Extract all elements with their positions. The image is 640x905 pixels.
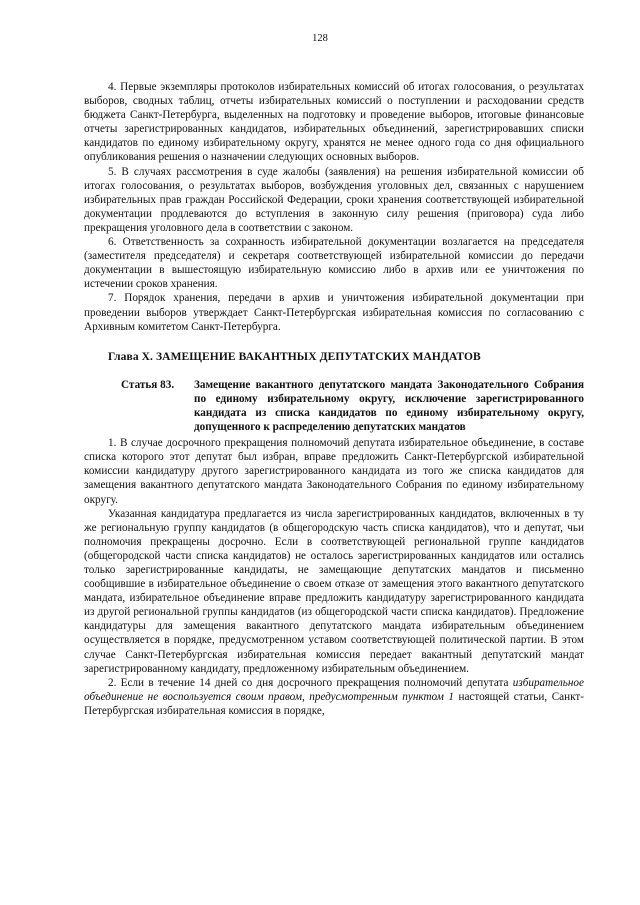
article-paragraph-1: 1. В случае досрочного прекращения полномочий депутата избирательное объединение, в составе списка которого этот депутат был избран, вправе предложить Санкт-Петербургской избирательной комиссии кандидатуру другого зарегистрированного кандидата из того же списка кандидатов для замещения вакантного депутатского мандата Законодательного Собрания по единому избирательному округу. xyxy=(84,437,584,506)
article-paragraph-2 xyxy=(84,676,584,718)
paragraph-4: 4. Первые экземпляры протоколов избирательных комиссий об итогах голосования, о результатах выборов, сводных таблиц, отчеты избирательных комиссий о поступлении и расходовании средств бюджета Санкт-Петербурга, выделенных на подготовку и проведение выборов, итоговые финансовые отчеты зарегистрированных кандидатов, избирательных объединений, зарегистрировавших списки кандидатов по единому избирательному округу, хранятся не менее одного года со дня официального опубликования решения о назначении следующих основных выборов. xyxy=(84,81,584,164)
paragraph-2-italic: избирательное объединение не воспользуется своим правом, предусмотренным пунктом 1 xyxy=(84,676,584,703)
paragraph-2-tail: настоящей статьи, Санкт-Петербургская избирательная комиссия в порядке, xyxy=(84,690,585,717)
article-number: Статья 83. xyxy=(121,378,175,391)
document-body xyxy=(84,80,584,718)
paragraph-5: 5. В случаях рассмотрения в суде жалобы (заявления) на решения избирательной комиссии об итогах голосования, о результатах выборов, возбуждения уголовных дел, связанных с нарушением избирательных прав граждан Российской Федерации, сроки хранения соответствующей избирательной документации продлеваются до вступления в законную силу решения (приговора) суда либо прекращения уголовного дела в соответствии с законом. xyxy=(84,165,584,234)
article-title: Замещение вакантного депутатского мандата Законодательного Собрания по единому избирательному округу, исключение зарегистрированного кандидата из списка кандидатов по единому избирательному округу, допущенного к распределению депутатских мандатов xyxy=(194,378,584,434)
paragraph-2-lead: 2. Если в течение 14 дней со дня досрочного прекращения полномочий депутата xyxy=(108,676,509,689)
article-heading xyxy=(84,378,584,434)
article-paragraph-1-continued: Указанная кандидатура предлагается из числа зарегистрированных кандидатов, включенных в ту же региональную группу кандидатов (в общегородскую часть списка кандидатов), что и депутат, чьи полномочия прекращены досрочно. Если в соответствующей региональной группе кандидатов (общегородской части списка кандидатов) не осталось зарегистрированных кандидатов или остались только зарегистрированные кандидаты, не замещающие депутатских мандатов и письменно сообщившие в избирательное объединение о своем отказе от замещения этого вакантного депутатского мандата, избирательное объединение вправе предложить кандидатуру зарегистрированного кандидата из другой региональной группы кандидатов (из общегородской части списка кандидатов). Предложение кандидатуры для замещения вакантного депутатского мандата избирательным объединением осуществляется в порядке, предусмотренном уставом соответствующей политической партии. В этом случае Санкт-Петербургская избирательная комиссия передает вакантный депутатский мандат зарегистрированному кандидату, предложенному избирательным объединением. xyxy=(84,507,584,675)
paragraph-7: 7. Порядок хранения, передачи в архив и уничтожения избирательной документации при проведении выборов утверждает Санкт-Петербургская избирательная комиссия по согласованию с Архивным комитетом Санкт-Петербурга. xyxy=(84,292,584,333)
page-number: 128 xyxy=(312,33,328,44)
paragraph-6: 6. Ответственность за сохранность избирательной документации возлагается на председателя (заместителя председателя) и секретаря соответствующей избирательной комиссии до передачи документации в вышестоящую избирательную комиссию либо в архив или ее уничтожения по истечении сроков хранения. xyxy=(84,236,584,291)
chapter-heading: Глава X. ЗАМЕЩЕНИЕ ВАКАНТНЫХ ДЕПУТАТСКИХ МАНДАТОВ xyxy=(108,350,481,363)
